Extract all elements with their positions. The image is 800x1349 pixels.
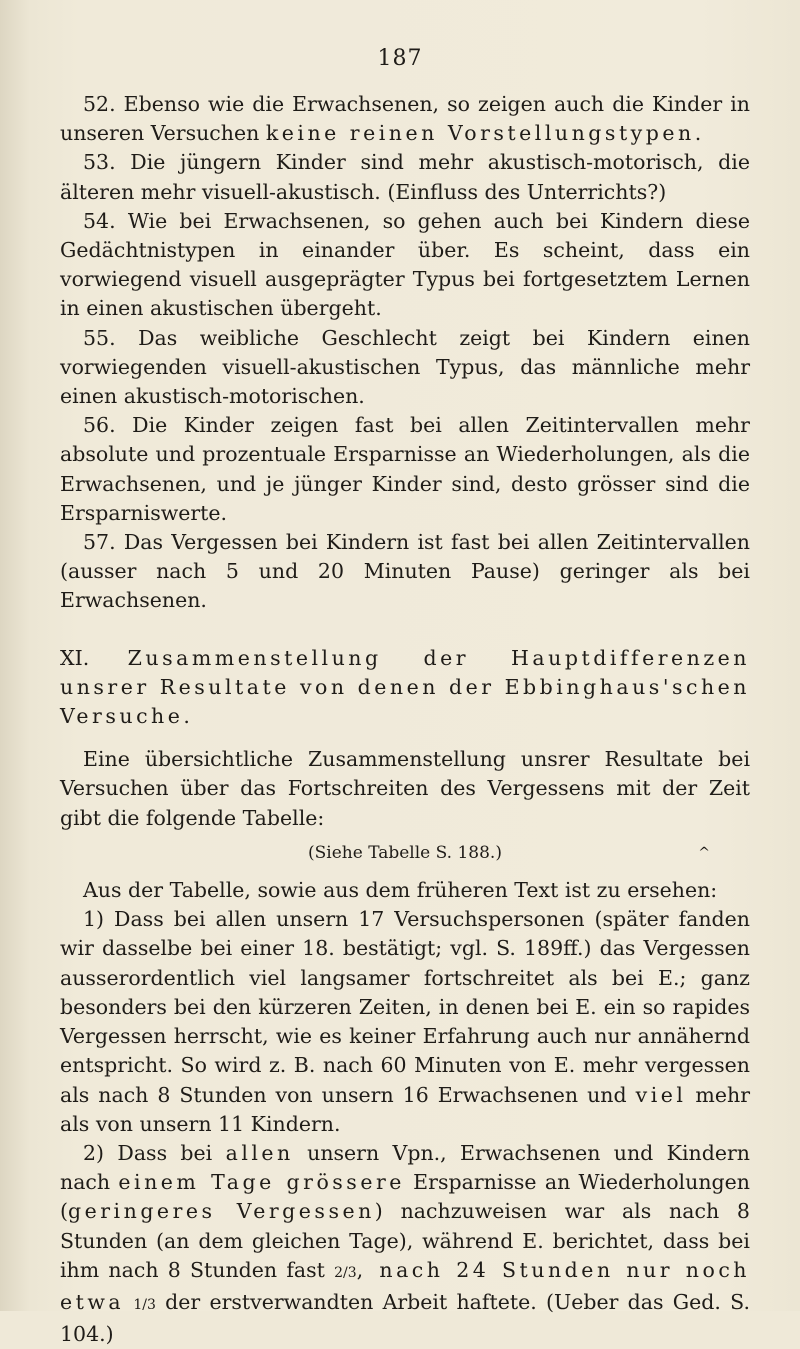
point-2-emphasis: geringeres Vergessen xyxy=(68,1199,375,1224)
item-55 xyxy=(60,324,750,412)
point-2-text: unsern Vpn., Erwachsenen und Kindern nach xyxy=(60,1140,750,1195)
item-emphasis: keine reinen Vorstellungstypen xyxy=(265,121,695,146)
item-53 xyxy=(60,148,750,206)
point-2-text: 2) Dass bei xyxy=(83,1140,226,1165)
item-56 xyxy=(60,411,750,528)
section-title: Zusammenstellung der Hauptdifferenzen unsrer Resultate von denen der Ebbinghaus'schen Versuche. xyxy=(60,645,750,729)
point-1-text-end: mehr als von unsern 11 Kindern. xyxy=(60,1082,751,1136)
item-52 xyxy=(60,90,750,148)
body-text xyxy=(60,90,750,1349)
item-number: 55. xyxy=(83,325,116,350)
margin-mark: ^ xyxy=(698,844,710,861)
item-text: Das weibliche Geschlecht zeigt bei Kindern einen vorwiegenden visuell-akustischen Typus, das männliche mehr einen akustisch-motorischen. xyxy=(60,325,750,409)
point-1 xyxy=(60,905,750,1139)
point-2-emphasis: , nach 24 Stunden nur noch etwa xyxy=(60,1257,750,1314)
point-2 xyxy=(60,1139,750,1349)
item-57 xyxy=(60,528,750,616)
point-2-text: ) nachzuweisen war als nach 8 Stunden (an dem gleichen Tage), während E. berichtet, dass bei ihm nach 8 Stunden fast xyxy=(60,1199,750,1282)
item-number: 52. xyxy=(83,92,116,116)
point-2-text: Ersparnisse an Wiederholungen ( xyxy=(60,1170,750,1224)
item-54 xyxy=(60,207,750,324)
intro-paragraph: Eine übersichtliche Zusammenstellung unsrer Resultate bei Versuchen über das Fortschreiten des Vergessens mit der Zeit gibt die folgende Tabelle: xyxy=(60,747,750,830)
point-2-emphasis: einem Tage grössere xyxy=(118,1170,405,1195)
point-1-emphasis: viel xyxy=(635,1082,687,1107)
item-text: Ebenso wie die Erwachsenen, so zeigen auch die Kinder in unseren Versuchen xyxy=(60,92,750,146)
section-spacer xyxy=(60,616,750,644)
item-text: Wie bei Erwachsenen, so gehen auch bei Kindern diese Gedächtnistypen in einander über. Es scheint, dass ein vorwiegend visuell ausgeprägter Typus bei fortgesetztem Lernen in einen akustischen übergeht. xyxy=(60,208,750,321)
item-text: Die jüngern Kinder sind mehr akustisch-motorisch, die älteren mehr visuell-akustisch. (Einfluss des Unterrichts?) xyxy=(60,150,750,204)
section-number: XI. xyxy=(60,645,90,670)
item-number: 54. xyxy=(83,208,116,233)
item-text-end: . xyxy=(694,121,702,146)
item-text: Das Vergessen bei Kindern ist fast bei allen Zeitintervallen (ausser nach 5 und 20 Minuten Pause) geringer als bei Erwachsenen. xyxy=(60,530,750,613)
item-text: Die Kinder zeigen fast bei allen Zeitintervallen mehr absolute und prozentuale Ersparnisse an Wiederholungen, als die Erwachsenen, und je jünger Kinder sind, desto grösser sind die Ersparniswerte. xyxy=(60,413,750,525)
point-1-text: 1) Dass bei allen unsern 17 Versuchspersonen (später fanden wir dasselbe bei einer 18. bestätigt; vgl. S. 189ff.) das Vergessen ausserordentlich viel langsamer fortschreitet als bei E.; ganz besonders bei den kürzeren Zeiten, in denen bei E. ein so rapides Vergessen herrscht, wie es keiner Erfahrung auch nur annähernd entspricht. So wird z. B. nach 60 Minuten von E. mehr vergessen als nach 8 Stunden von unsern 16 Erwachsenen und xyxy=(60,907,750,1107)
fraction-one-third: 1/3 xyxy=(133,1296,156,1313)
section-heading xyxy=(60,644,750,732)
item-number: 53. xyxy=(83,150,116,175)
point-2-text-end: der erstverwandten Arbeit haftete. (Ueber das Ged. S. 104.) xyxy=(60,1289,750,1347)
item-number: 56. xyxy=(83,413,116,438)
conclusion-lead: Aus der Tabelle, sowie aus dem früheren Text ist zu ersehen: xyxy=(83,878,718,903)
page-number: 187 xyxy=(377,46,423,71)
table-reference-text: (Siehe Tabelle S. 188.) xyxy=(308,842,502,863)
table-reference xyxy=(60,839,750,868)
fraction-two-thirds: 2/3 xyxy=(334,1264,357,1281)
heading-spacer xyxy=(60,731,750,745)
point-2-emphasis: allen xyxy=(225,1140,294,1165)
item-number: 57. xyxy=(83,530,116,555)
